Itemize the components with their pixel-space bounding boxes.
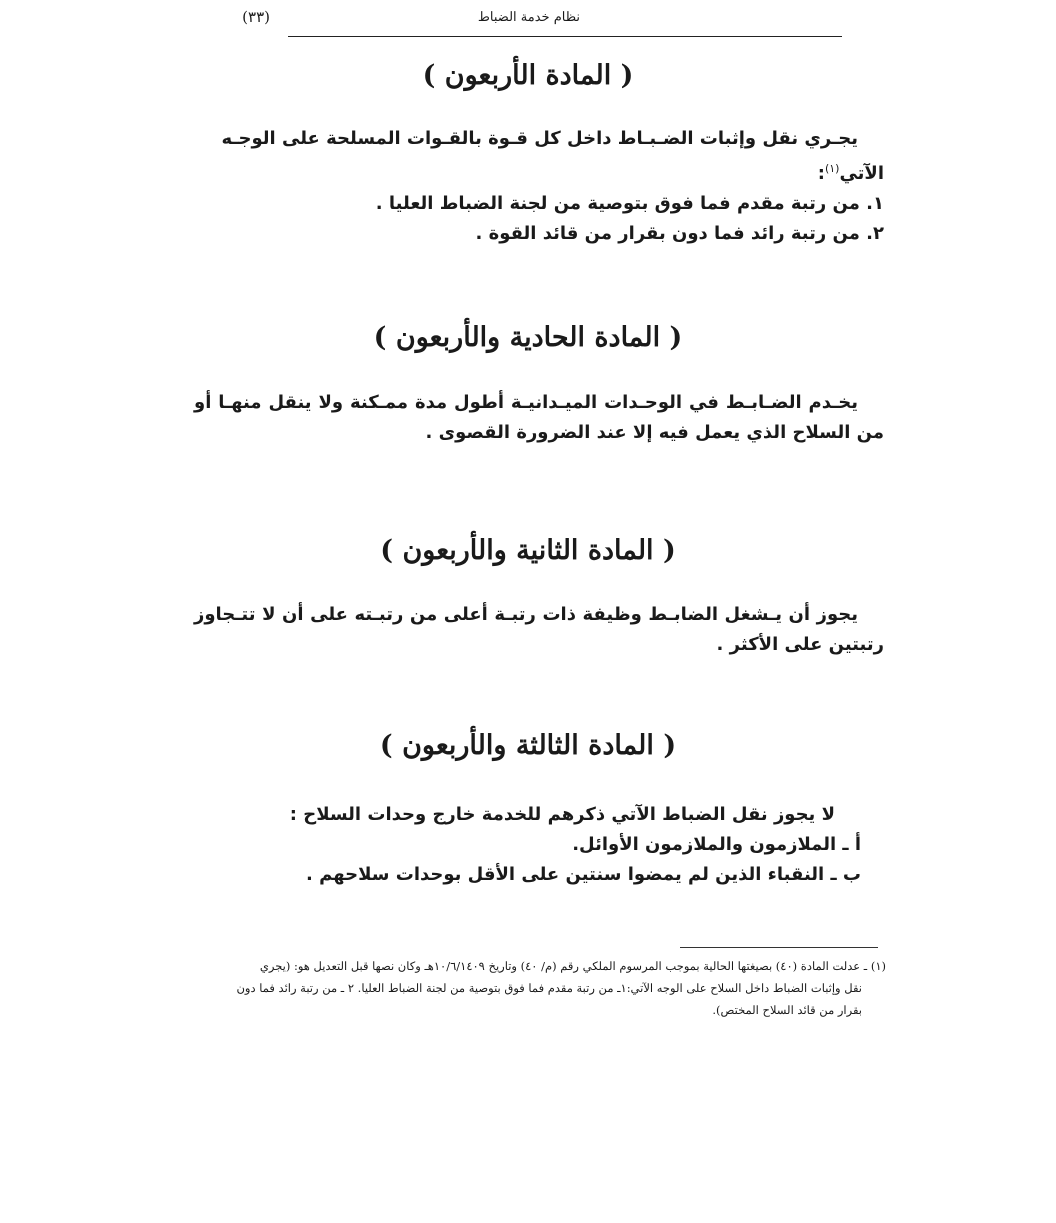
article-40-body [194, 124, 884, 249]
article-41-title: ( المادة الحادية والأربعون ) [373, 322, 683, 353]
article-40-line-2-text: الآتي [839, 163, 884, 184]
article-41-title-text: المادة الحادية والأربعون [395, 322, 661, 353]
article-40-title-text: المادة الأربعون [444, 60, 612, 91]
article-40-item-1: ١. من رتبة مقدم فما فوق بتوصية من لجنة الضباط العليا . [375, 193, 884, 214]
article-42-paragraph: يجوز أن يـشغل الضابـط وظيفة ذات رتبـة أعلى من رتبـته على أن لا تتـجاوز رتبتين على الأكثر . [194, 604, 884, 655]
footnote-line-2: نقل وإثبات الضباط داخل السلاح على الوجه الآتي:١ـ من رتبة مقدم فما فوق بتوصية من لجنة الضباط العليا. ٢ ـ من رتبة رائد فما دون [236, 981, 862, 995]
article-43-body [221, 800, 861, 890]
article-43-item-a: أ ـ الملازمون والملازمون الأوائل. [572, 834, 861, 855]
article-40-line-2 [194, 154, 884, 189]
article-43-item-b: ب ـ النقباء الذين لم يمضوا سنتين على الأقل بوحدات سلاحهم . [306, 864, 861, 885]
running-header [200, 8, 850, 30]
footnote [196, 955, 886, 1021]
page-number: (٣٣) [242, 8, 270, 26]
article-41-body [194, 388, 884, 448]
article-43-paragraph: لا يجوز نقل الضباط الآتي ذكرهم للخدمة خارج وحدات السلاح : [289, 804, 835, 825]
article-42-title: ( المادة الثانية والأربعون ) [380, 535, 676, 566]
footnote-line-1: (١) ـ عدلت المادة (٤٠) بصيغتها الحالية بموجب المرسوم الملكي رقم (م/ ٤٠) وتاريخ ١٠/٦/١٤٠٩هـ وكان نصها قبل التعديل هو: (يجري [259, 959, 886, 973]
article-40-title: ( المادة الأربعون ) [422, 60, 634, 91]
article-42-title-text: المادة الثانية والأربعون [402, 535, 654, 566]
article-43-title: ( المادة الثالثة والأربعون ) [379, 730, 677, 761]
running-title: نظام خدمة الضباط [477, 10, 580, 25]
header-rule [288, 36, 842, 37]
footnote-reference-marker: (١) [824, 162, 840, 175]
footnote-line-3: بقرار من قائد السلاح المختص). [712, 1003, 862, 1017]
footnote-rule [680, 947, 878, 948]
article-42-body [194, 600, 884, 660]
article-40-item-2: ٢. من رتبة رائد فما دون بقرار من قائد القوة . [475, 223, 884, 244]
article-40-line-1: يجـري نقل وإثبات الضـبـاط داخل كل قـوة بالقـوات المسلحة على الوجـه [221, 128, 858, 149]
article-40-colon: : [817, 163, 825, 184]
article-43-title-text: المادة الثالثة والأربعون [402, 730, 654, 761]
article-41-paragraph: يخـدم الضـابـط في الوحـدات الميـدانيـة أطول مدة ممـكنة ولا ينقل منهـا أو من السلاح الذي يعمل فيه إلا عند الضرورة القصوى . [194, 392, 884, 443]
